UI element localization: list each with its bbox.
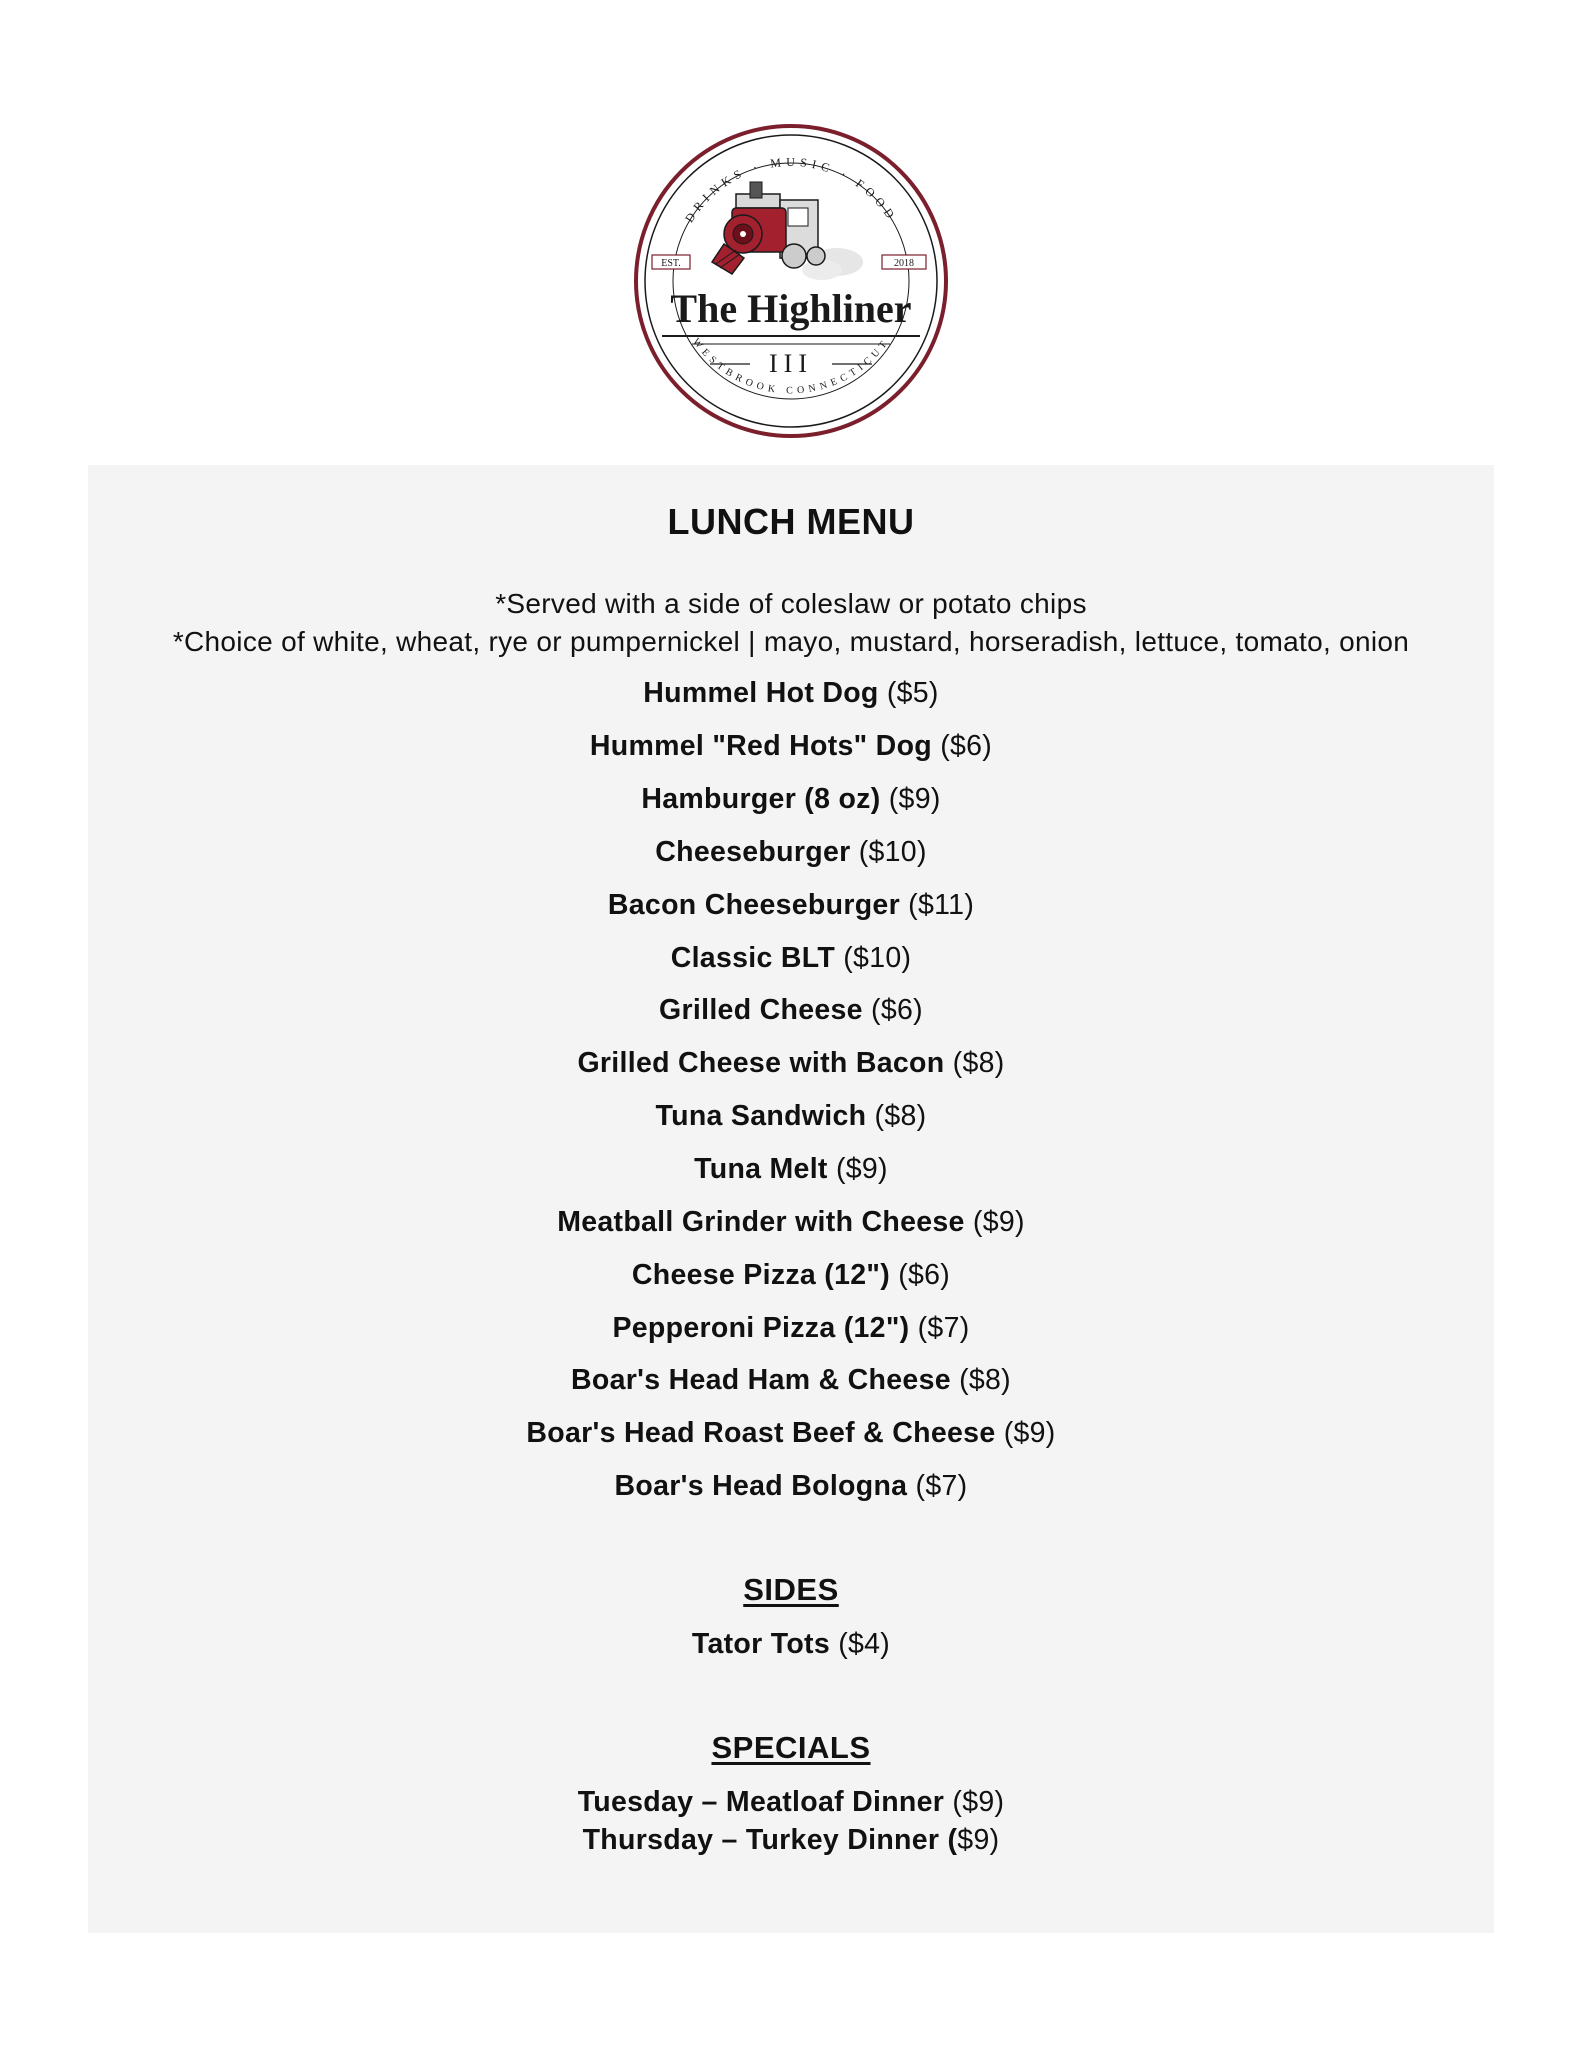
item-price: ($10) xyxy=(835,942,912,974)
item-name: Grilled Cheese xyxy=(659,994,863,1026)
menu-item xyxy=(88,994,1494,1027)
item-name: Meatball Grinder with Cheese xyxy=(557,1206,965,1238)
item-name: Cheese Pizza (12") xyxy=(631,1259,890,1291)
item-name: Tuna Melt xyxy=(694,1153,828,1185)
logo-bottom-arc: WESTBROOK CONNECTICUT xyxy=(690,336,892,397)
item-price: ($8) xyxy=(950,1364,1011,1396)
item-name: Grilled Cheese with Bacon xyxy=(577,1047,945,1079)
sides-heading: SIDES xyxy=(743,1572,839,1607)
logo-name: The Highliner xyxy=(670,286,912,331)
item-price: ($7) xyxy=(907,1470,968,1502)
menu-item xyxy=(88,1417,1494,1450)
item-name: Cheeseburger xyxy=(655,836,851,868)
item-name: Classic BLT xyxy=(670,942,836,974)
menu-item xyxy=(88,889,1494,922)
item-price: ($8) xyxy=(866,1100,927,1132)
item-price: ($9) xyxy=(827,1153,888,1185)
logo-top-arc: DRINKS · MUSIC · FOOD xyxy=(682,154,900,225)
item-name: Boar's Head Ham & Cheese xyxy=(571,1364,951,1396)
item-price: ($6) xyxy=(890,1259,951,1291)
item-name: Hummel Hot Dog xyxy=(643,677,879,709)
menu-note-bread: *Choice of white, wheat, rye or pumpernickel | mayo, mustard, horseradish, lettuce, tomato, onion xyxy=(172,626,1410,657)
menu-panel xyxy=(88,465,1494,1933)
side-item xyxy=(88,1628,1494,1661)
logo-year: 2018 xyxy=(894,258,914,269)
highliner-logo xyxy=(632,122,950,440)
item-price: ($7) xyxy=(909,1312,970,1344)
item-name: Tuesday – Meatloaf Dinner xyxy=(577,1786,945,1818)
item-price: ($9) xyxy=(880,783,941,815)
item-name: Hamburger (8 oz) xyxy=(641,783,881,815)
menu-item xyxy=(88,783,1494,816)
menu-title: LUNCH MENU xyxy=(667,501,915,542)
item-name: Tator Tots xyxy=(691,1628,830,1660)
item-price: ($9) xyxy=(944,1786,1005,1818)
menu-item xyxy=(88,1206,1494,1239)
item-price: ($8) xyxy=(944,1047,1005,1079)
item-name: Boar's Head Bologna xyxy=(614,1470,908,1502)
item-price: ($6) xyxy=(862,994,923,1026)
menu-item xyxy=(88,677,1494,710)
item-name: Tuna Sandwich xyxy=(655,1100,867,1132)
specials-heading: SPECIALS xyxy=(711,1730,871,1765)
menu-item xyxy=(88,1100,1494,1133)
menu-item xyxy=(88,730,1494,763)
menu-item xyxy=(88,1364,1494,1397)
logo-numeral: III xyxy=(769,349,813,378)
item-price: ($11) xyxy=(899,889,975,921)
item-price: $9) xyxy=(957,1824,1000,1856)
logo-est: EST. xyxy=(661,258,681,269)
item-name: Thursday – Turkey Dinner ( xyxy=(582,1824,958,1856)
item-price: ($9) xyxy=(964,1206,1025,1238)
item-price: ($9) xyxy=(995,1417,1056,1449)
item-name: Hummel "Red Hots" Dog xyxy=(589,730,932,762)
special-item xyxy=(88,1824,1494,1857)
menu-item xyxy=(88,942,1494,975)
item-price: ($5) xyxy=(878,677,939,709)
item-name: Bacon Cheeseburger xyxy=(607,889,900,921)
menu-item xyxy=(88,836,1494,869)
item-name: Pepperoni Pizza (12") xyxy=(612,1312,910,1344)
menu-item xyxy=(88,1047,1494,1080)
menu-item xyxy=(88,1153,1494,1186)
menu-item xyxy=(88,1312,1494,1345)
item-price: ($4) xyxy=(830,1628,891,1660)
menu-item xyxy=(88,1470,1494,1503)
item-price: ($6) xyxy=(931,730,993,762)
menu-item xyxy=(88,1259,1494,1292)
menu-note-sides: *Served with a side of coleslaw or potato chips xyxy=(495,588,1087,619)
item-name: Boar's Head Roast Beef & Cheese xyxy=(526,1417,996,1449)
item-price: ($10) xyxy=(850,836,927,868)
special-item xyxy=(88,1786,1494,1819)
